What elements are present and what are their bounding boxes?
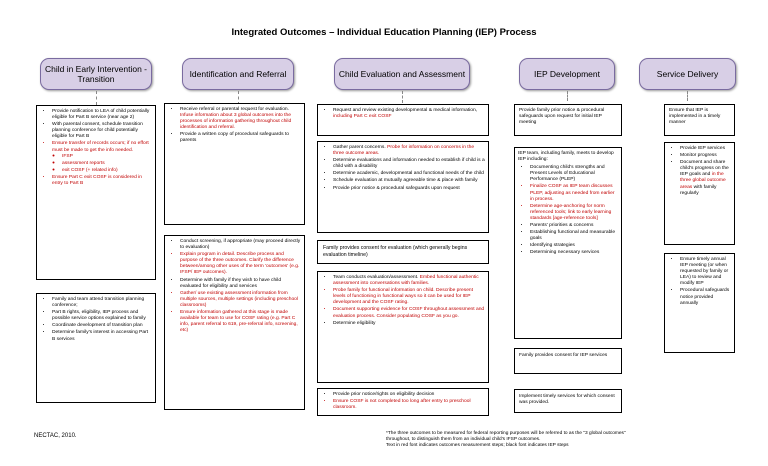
list-item: • Finalize COSF as IEP team discusses PLEP, adjusting as needed from earlier in process.: [530, 184, 618, 202]
col2-referral-box: [164, 103, 305, 225]
list-item: • Ensure Part C exit COSF is considered in entry to Part B: [52, 175, 152, 187]
connector-line: [567, 91, 568, 101]
col1-transition-box: [36, 293, 156, 403]
col3-request-box: [317, 104, 489, 136]
footer-note: *The three outcomes to be measured for federal reporting purposes will be referred to as the "3 global outcomes" throughout, to distinguish them from an individual child's IFSP outcomes. Text in red font indicates outcomes measurement steps; black font indicates IEP steps: [386, 431, 626, 449]
list-item: • Documenting child's strengths and Present Levels of Educational Performance (PLEP): [530, 165, 618, 183]
list-item: • Receive referral or parental request for evaluation. Infuse information about 3 global outcomes into the processes of information gathering throughout child identification and referral.: [180, 107, 301, 131]
col1-notification-box: [36, 105, 156, 280]
list-item: • Determine family's interest in accessing Part B services: [52, 330, 152, 342]
col3-consent-box: Family provides consent for evaluation (which generally begins evaluation timeline): [317, 240, 489, 264]
col5-annual-box: [664, 253, 735, 353]
list-item: • Provide a written copy of procedural safeguards to parents: [180, 132, 301, 144]
list-item: • Probe family for functional information on child. Describe present levels of functioning in functional ways so it can be used for IEP development and the COSF rating.: [333, 288, 485, 306]
list-item: • Gather parent concerns. Probe for information on concerns in the three outcome areas.: [333, 145, 485, 157]
list-item: • Schedule evaluation at mutually agreeable time & place with family: [333, 178, 485, 184]
list-item: • Ensure information gathered at this stage is made available for team to use for COSF rating (e.g. Part C info, parent referral to 619, pre-referral info, screening, etc): [180, 310, 301, 334]
col3-evaluation-box: [317, 271, 489, 383]
list-item: • Establishing functional and measurable goals: [530, 230, 618, 242]
col2-screening-box: [164, 235, 305, 410]
list-item: • Family and team attend transition planning conference;: [52, 297, 152, 309]
list-item: • Procedural safeguards notice provided annually: [680, 288, 731, 306]
list-item: • Determine age-anchoring for norm referenced tools; link to early learning standards [age-reference tools]: [530, 204, 618, 222]
col3-concerns-box: [317, 141, 489, 233]
list-item: • Provide prior notice/rights on eligibility decision: [333, 392, 485, 398]
col5-services-box: [664, 142, 735, 245]
header-child-in-early-intervention: Child in Early Intervention - Transition: [40, 58, 152, 90]
col4-prior-notice-box: Provide family prior notice & procedural safeguards upon request for initial IEP meeting: [514, 104, 622, 136]
list-item: • Part B rights, eligibility, IEP process and possible service options explained to family: [52, 310, 152, 322]
list-item: • Provide prior notice & procedural safeguards upon request: [333, 186, 485, 192]
header-service-delivery: Service Delivery: [639, 58, 736, 90]
list-item: • Coordinate development of transition plan: [52, 323, 152, 329]
list-item: • Provide notification to LEA of child potentially eligible for Part B service (near age 2): [52, 109, 152, 121]
header-identification-referral: Identification and Referral: [182, 58, 294, 90]
col4-iep-team-box: IEP team, including family, meets to develop IEP including: • Documenting child's strengths and Present Levels of Educational Performance (PLEP) • Finalize COSF as IEP team discusses PLEP, adjusting as needed from earlier in process. • Determine age-anchoring for norm referenced tools; link to early learning standards [age-reference tools] • Parents' priorities & concerns • Establishing functional and measurable goals • Identifying strategies • Determining necessary services: [514, 147, 622, 339]
list-item: • Provide IEP services: [680, 146, 731, 152]
list-item: • Ensure timely annual IEP meeting (or when requested by family or LEA) to review and modify IEP: [680, 257, 731, 287]
list-item: • Determine evaluations and information needed to establish if child is a child with a disability: [333, 158, 485, 170]
list-item: ◦ IFSP: [62, 154, 152, 160]
list-item: • Determine with family if they wish to have child evaluated for eligibility and services: [180, 278, 301, 290]
page-title: Integrated Outcomes – Individual Education Planning (IEP) Process: [231, 27, 537, 38]
connector-line: [402, 91, 403, 103]
col5-timely-box: Ensure that IEP is implemented in a timely manner: [664, 104, 735, 136]
list-item: ◦ assessment reports: [62, 161, 152, 167]
list-item: • Monitor progress: [680, 153, 731, 159]
list-item: • Gather/ use existing assessment information from multiple sources, multiple settings (including preschool classrooms): [180, 291, 301, 309]
list-item: ◦ exit COSF (+ related info): [62, 168, 152, 174]
list-item: • Document and share child's progress on the IEP goals and in the three global outcome areas with family regularly: [680, 160, 731, 197]
list-item: • Parents' priorities & concerns: [530, 223, 618, 229]
col4-implement-box: Implement timely services for which consent was provided.: [514, 389, 622, 413]
list-item: • Document supporting evidence for COSF throughout assessment and evaluation process. Consider populating COSF as you go.: [333, 307, 485, 319]
header-iep-development: IEP Development: [519, 58, 615, 90]
col4-consent-box: Family provides consent for IEP services: [514, 348, 622, 374]
list-item: • Determine eligibility: [333, 321, 485, 327]
list-item: • Explain program in detail. Describe process and purpose of the three outcomes. Clarify the difference between/among other uses of the term 'outcomes' (e.g. IFSP/ IEP outcomes).: [180, 252, 301, 276]
list-item: • Conduct screening, if appropriate (may proceed directly to evaluation): [180, 239, 301, 251]
list-item: • Ensure transfer of records occurs; if no effort must be made to get the info needed. ◦ IFSP ◦ assessment reports ◦ exit COSF (+ related info): [52, 141, 152, 173]
list-item: • Determining necessary services: [530, 250, 618, 256]
list-item: • Determine academic, developmental and functional needs of the child: [333, 171, 485, 177]
connector-line: [96, 91, 97, 105]
header-child-evaluation: Child Evaluation and Assessment: [334, 58, 470, 90]
col3-notice-box: [317, 388, 489, 416]
list-item: • Ensure COSF is not completed too long after entry to preschool classroom.: [333, 399, 485, 411]
connector-line: [687, 91, 688, 101]
footer-citation: NECTAC, 2010.: [34, 433, 77, 439]
list-item: • Request and review existing developmental & medical information, including Part C exit COSF: [333, 108, 485, 120]
list-item: • Identifying strategies: [530, 243, 618, 249]
list-item: • With parental consent, schedule transition planning conference for child potentially eligible for Part B: [52, 122, 152, 140]
list-item: • Team conducts evaluation/assessment. Embed functional authentic assessment into conversations with families.: [333, 275, 485, 287]
